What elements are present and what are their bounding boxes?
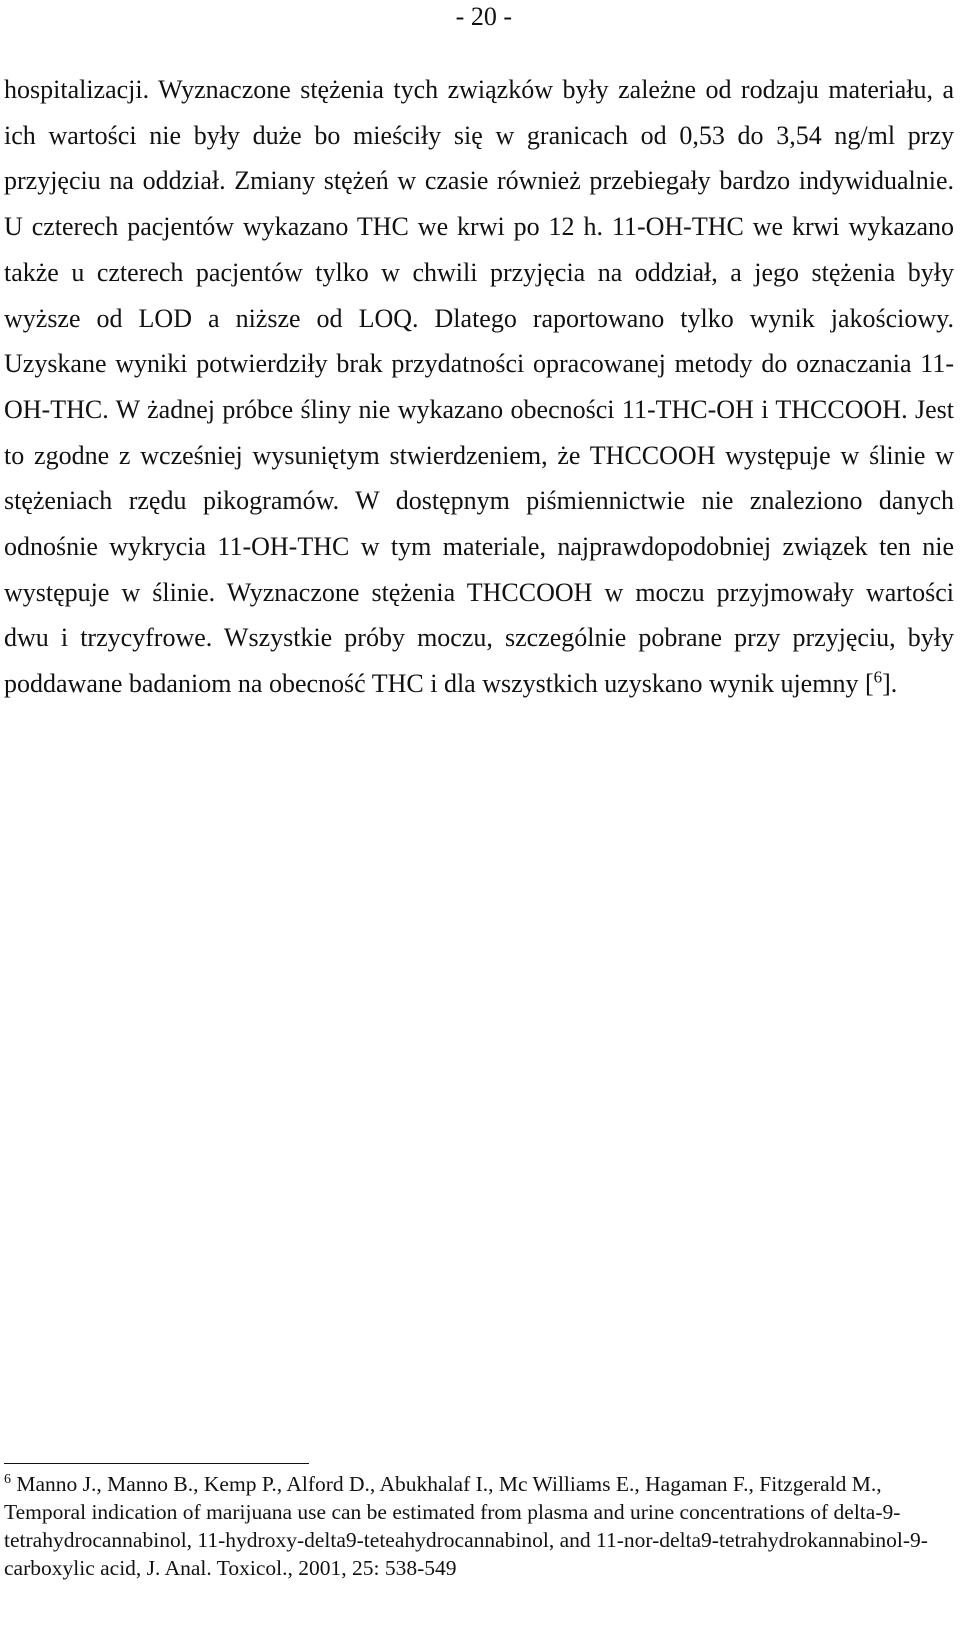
footnote-citation: Manno J., Manno B., Kemp P., Alford D., Abukhalaf I., Mc Williams E., Hagaman F., Fitzgerald M., Temporal indication of marijuana use can be estimated from plasma and urine concentrations of delta-9-tetrahydrocannabinol, 11-hydroxy-delta9-teteahydrocannabinol, and 11-nor-delta9-tetrahydrokannabinol-9-carboxylic acid, J. Anal. Toxicol., 2001, 25: 538-549 (4, 1472, 928, 1580)
body-text-end: ]. (882, 669, 898, 699)
body-paragraph (4, 67, 954, 707)
footnote-separator (4, 1463, 309, 1464)
footnote-reference[interactable]: 6 (873, 667, 883, 687)
body-text-main: hospitalizacji. Wyznaczone stężenia tych związków były zależne od rodzaju materiału, a ich wartości nie były duże bo mieściły się w granicach od 0,53 do 3,54 ng/ml przy przyjęciu na oddział. Zmiany stężeń w czasie również przebiegały bardzo indywidualnie. U czterech pacjentów wykazano THC we krwi po 12 h. 11-OH-THC we krwi wykazano także u czterech pacjentów tylko w chwili przyjęcia na oddział, a jego stężenia były wyższe od LOD a niższe od LOQ. Dlatego raportowano tylko wynik jakościowy. Uzyskane wyniki potwierdziły brak przydatności opracowanej metody do oznaczania 11-OH-THC. W żadnej próbce śliny nie wykazano obecności 11-THC-OH i THCCOOH. Jest to zgodne z wcześniej wysuniętym stwierdzeniem, że THCCOOH występuje w ślinie w stężeniach rzędu pikogramów. W dostępnym piśmiennictwie nie znaleziono danych odnośnie wykrycia 11-OH-THC w tym materiale, najprawdopodobniej związek ten nie występuje w ślinie. Wyznaczone stężenia THCCOOH w moczu przyjmowały wartości dwu i trzycyfrowe. Wszystkie próby moczu, szczególnie pobrane przy przyjęciu, były poddawane badaniom na obecność THC i dla wszystkich uzyskano wynik ujemny [ (4, 75, 954, 699)
footnote-marker: 6 (4, 1471, 11, 1487)
footnote (4, 1470, 956, 1582)
page-number (0, 2, 960, 32)
page-number-text: - 20 - (455, 2, 512, 31)
